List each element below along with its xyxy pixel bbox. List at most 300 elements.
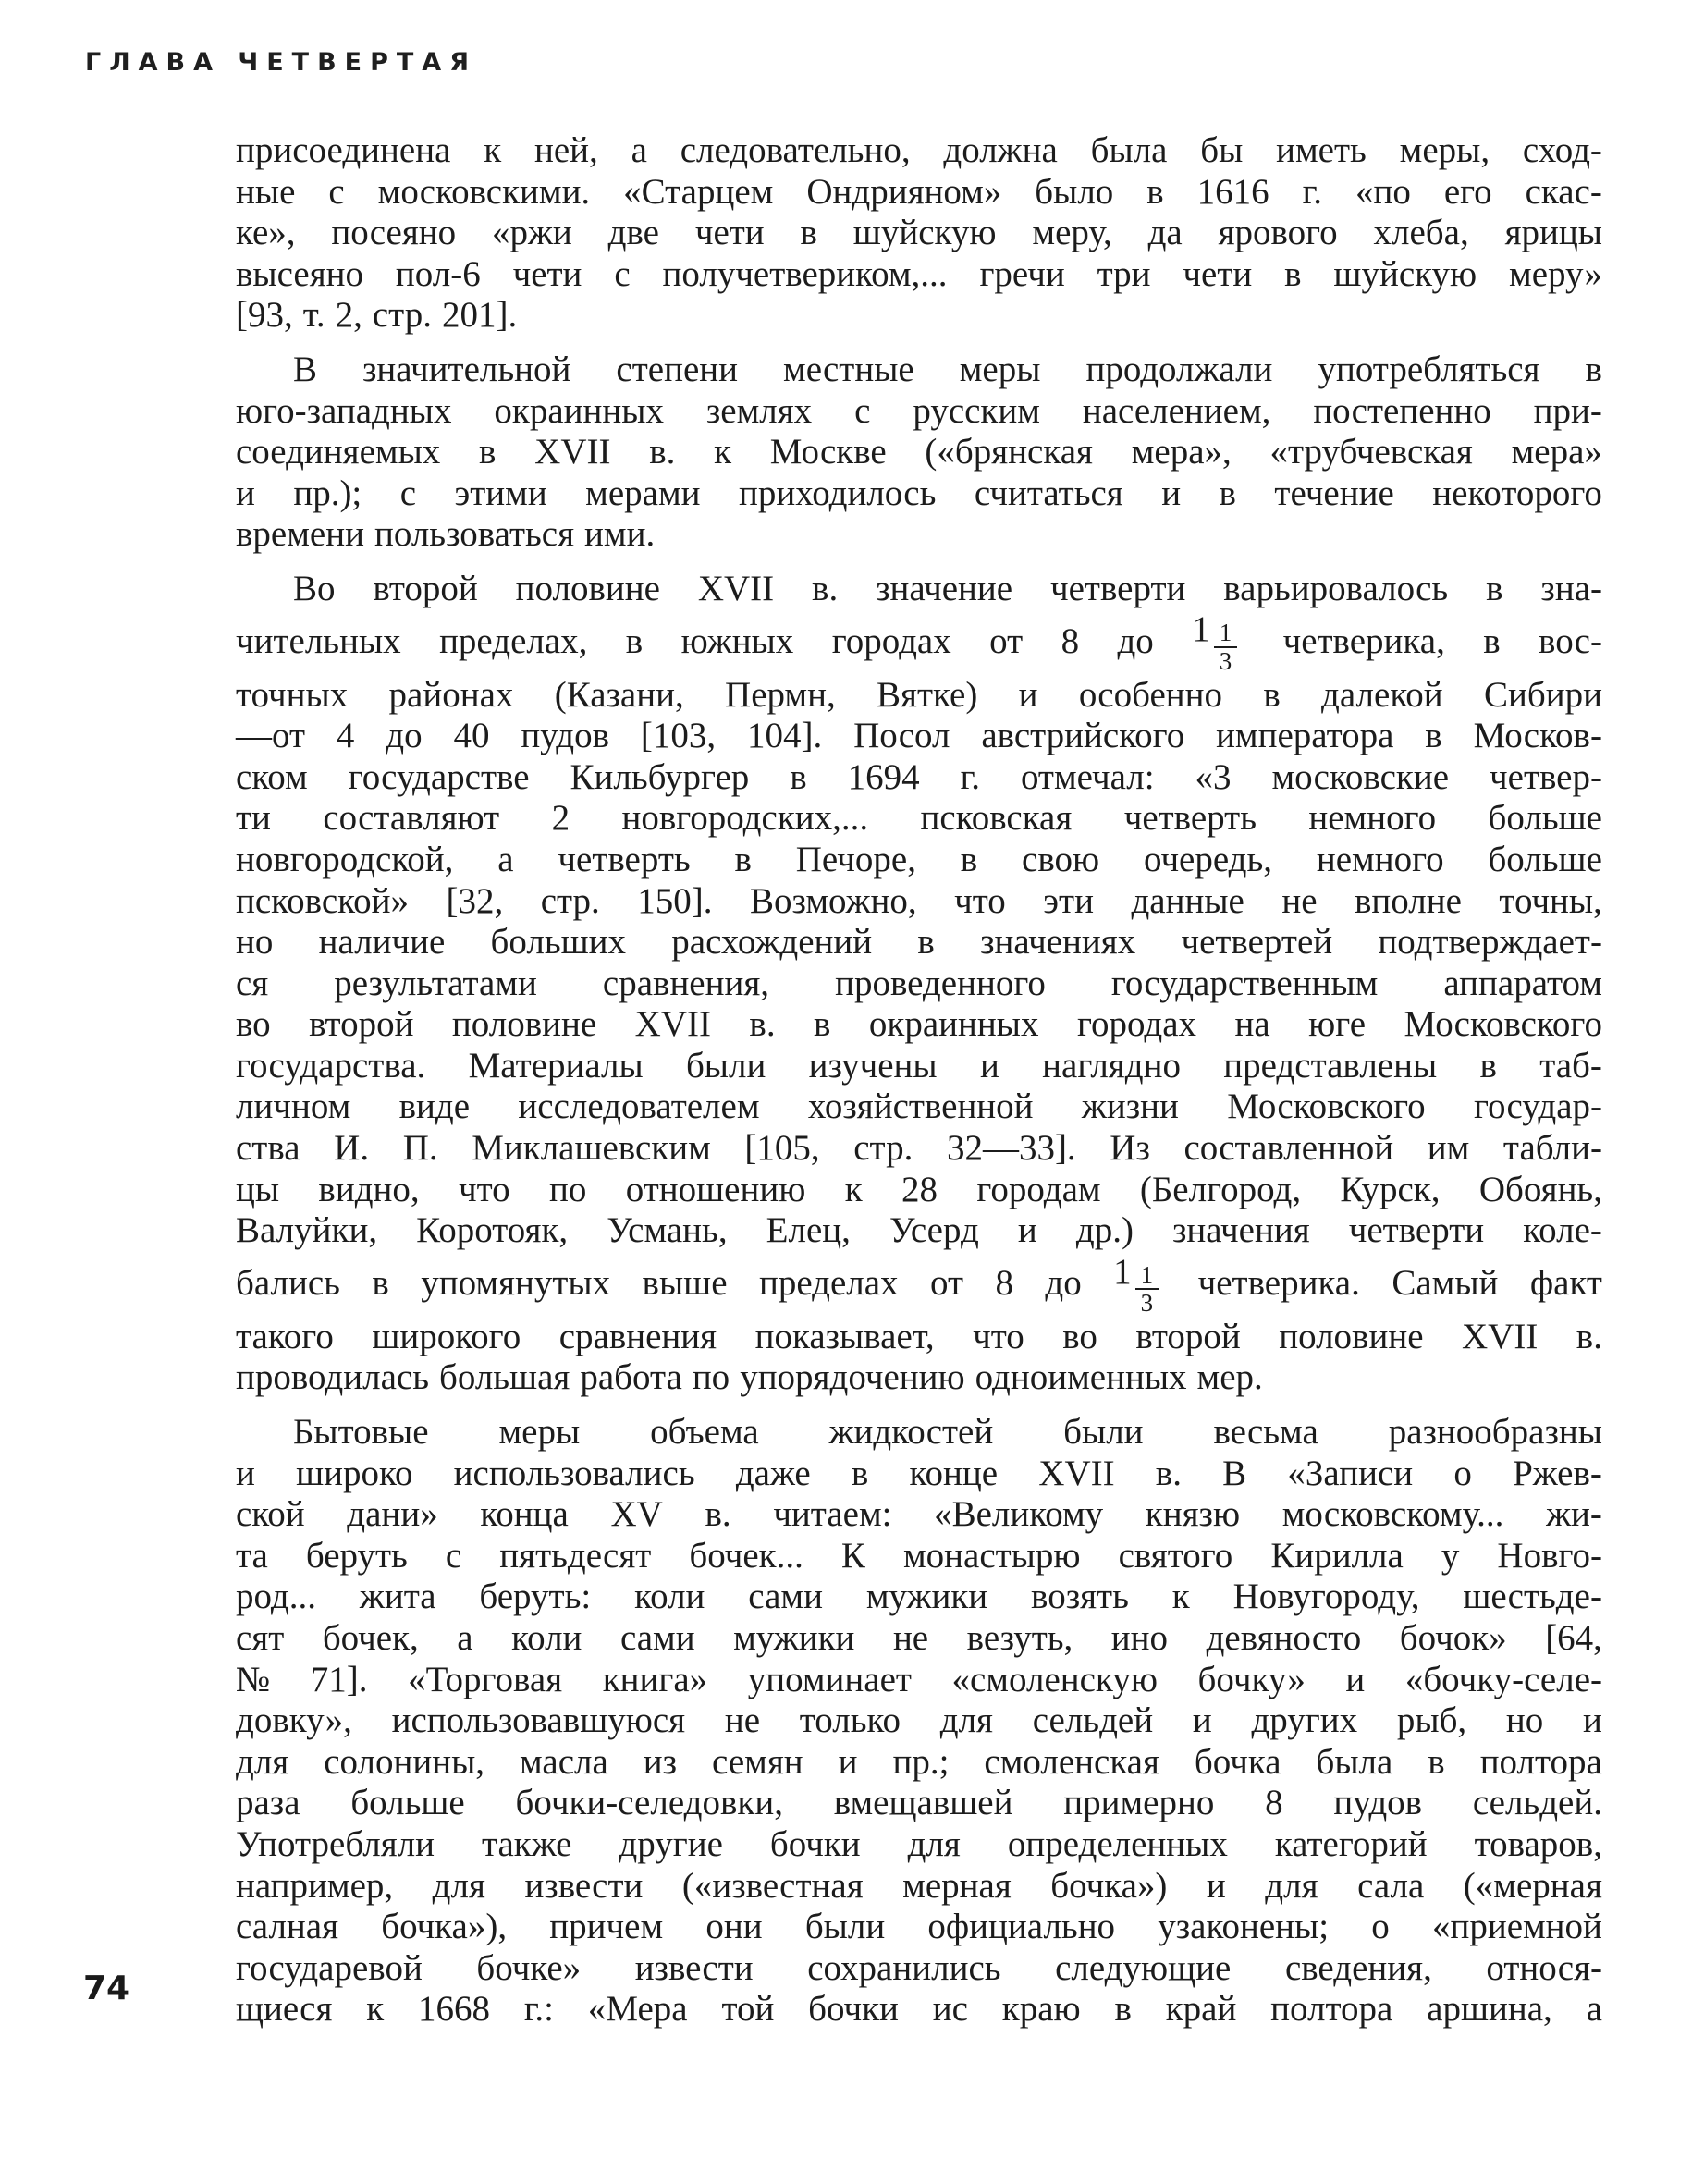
word: бались (236, 1263, 340, 1304)
word: В (293, 349, 318, 389)
word: бочек... (689, 1535, 803, 1576)
word: в. (812, 568, 839, 608)
word: Елец, (766, 1210, 851, 1251)
word: Печоре, (795, 839, 916, 879)
word: но (1505, 1700, 1544, 1741)
word: хлеба, (1373, 213, 1469, 253)
word: до (1117, 621, 1154, 662)
word: и (1192, 1700, 1212, 1741)
word: пудов (521, 716, 609, 756)
word: в. (649, 432, 676, 472)
text-line (236, 568, 1602, 609)
word: мера», (1131, 432, 1232, 472)
word: солонины, (324, 1741, 485, 1782)
word: ные (236, 171, 296, 212)
fraction-whole: 1 (1192, 609, 1210, 650)
word: Московского (1227, 1086, 1426, 1127)
word: относя- (1486, 1947, 1602, 1988)
word: смоленская (984, 1741, 1159, 1782)
word: точных (236, 674, 349, 715)
word: к (714, 432, 732, 472)
text-line (236, 1086, 1602, 1127)
word: государ- (1474, 1086, 1602, 1127)
running-head: ГЛАВА ЧЕТВЕРТАЯ (85, 48, 477, 77)
word: следующие (1055, 1947, 1232, 1988)
word: ства (236, 1128, 300, 1169)
text-line (236, 1617, 1602, 1659)
word: краю (1001, 1989, 1081, 2030)
word: эти (1043, 880, 1094, 921)
word: меры, (1399, 130, 1490, 170)
word: масла (520, 1741, 608, 1782)
word: К (840, 1535, 865, 1576)
word: Употребляли (236, 1823, 435, 1864)
word: а (1586, 1989, 1602, 2030)
word: 4 (336, 716, 355, 756)
word: приходилось (738, 472, 937, 513)
word: XV (610, 1494, 663, 1535)
word: что (973, 1316, 1024, 1356)
word: второй (373, 568, 478, 608)
word: и (1017, 1210, 1037, 1251)
word: значительной (362, 349, 571, 389)
word: в (1428, 1741, 1445, 1782)
word: изучены (808, 1045, 938, 1086)
word: Посол (853, 716, 950, 756)
word: проведенного (835, 963, 1046, 1003)
word: извести (634, 1947, 754, 1988)
word: щиеся (236, 1989, 333, 2030)
word: сведения, (1284, 1947, 1432, 1988)
word: не (892, 1618, 929, 1658)
word: далекой (1321, 674, 1443, 715)
word: пределах, (439, 621, 588, 662)
word: определенных (1007, 1823, 1228, 1864)
word: упоминает (747, 1659, 912, 1699)
word: были (1063, 1412, 1144, 1453)
fraction-numerator: 1 (1135, 1262, 1159, 1290)
word: значение (876, 568, 1013, 608)
word: салная (236, 1907, 339, 1947)
word: Обоянь, (1478, 1169, 1602, 1209)
word: монастырю (902, 1535, 1081, 1576)
word: из (643, 1741, 678, 1782)
text-line (236, 963, 1602, 1004)
word: сами (619, 1618, 695, 1658)
word: от (989, 621, 1024, 662)
word: получетвериком,... (662, 253, 948, 294)
word: и (1018, 674, 1038, 715)
mixed-fraction (1113, 1251, 1166, 1317)
text-line (236, 609, 1602, 674)
word: той (721, 1989, 775, 2030)
word: представлены (1223, 1045, 1438, 1086)
word: 1694 (847, 756, 920, 797)
word: Миклашевским (472, 1128, 711, 1169)
word: четвер- (1490, 756, 1602, 797)
word: ярового (1218, 213, 1338, 253)
word: также (481, 1823, 572, 1864)
word: работа (580, 1357, 682, 1398)
text-line (236, 1453, 1602, 1494)
word: др.) (1075, 1210, 1134, 1251)
word: рыб, (1396, 1700, 1467, 1741)
word: «Мера (587, 1989, 688, 2030)
word: времени (236, 514, 364, 555)
word: упорядочению (740, 1357, 965, 1398)
word: значения (1172, 1210, 1310, 1251)
word: та (236, 1535, 268, 1576)
word: [93, (236, 295, 293, 336)
word: районах (388, 674, 514, 715)
word: ино (1110, 1618, 1169, 1658)
word: русским (913, 390, 1040, 431)
word: продолжали (1085, 349, 1273, 389)
word: сход- (1522, 130, 1602, 170)
word: свою (1022, 839, 1100, 879)
word: Коротояк, (416, 1210, 569, 1251)
word: Усмань, (607, 1210, 728, 1251)
text-line (236, 1988, 1602, 2030)
word: Кирилла (1270, 1535, 1404, 1576)
text-line (236, 129, 1602, 171)
word: они (705, 1907, 763, 1947)
word: мера» (1511, 432, 1602, 472)
word: бочка»), (381, 1907, 508, 1947)
word: Вятке) (877, 674, 978, 715)
word: четверика, (1282, 621, 1445, 662)
word: второй (309, 1004, 414, 1045)
word: до (1045, 1263, 1082, 1304)
text-line (236, 1823, 1602, 1865)
word: этими (454, 472, 547, 513)
word: Московского (1404, 1004, 1602, 1045)
word: в. (749, 1004, 776, 1045)
word: «бочку-селе- (1404, 1659, 1602, 1699)
word: что (954, 880, 1006, 921)
word: государства. (236, 1045, 426, 1086)
word: Москве (769, 432, 887, 472)
word: по (692, 1357, 730, 1398)
word: других (1251, 1700, 1358, 1741)
word: в (851, 1453, 869, 1493)
word: XVII (697, 568, 775, 608)
word: 8 (1061, 621, 1080, 662)
word: о (1453, 1453, 1472, 1493)
word: 28 (901, 1169, 938, 1209)
text-line (236, 171, 1602, 213)
word: «по (1355, 171, 1411, 212)
word: ими. (584, 514, 656, 555)
text-line (236, 1209, 1602, 1251)
word: табли- (1502, 1128, 1602, 1169)
word: были (804, 1907, 886, 1947)
word: XVII (1038, 1453, 1115, 1493)
text-line (236, 1659, 1602, 1700)
word: в (625, 621, 644, 662)
word: сами (748, 1577, 823, 1617)
word: вос- (1539, 621, 1602, 662)
word: бочку» (1197, 1659, 1306, 1699)
word: сравнения, (602, 963, 770, 1003)
word: и (236, 472, 255, 513)
text-line (236, 756, 1602, 798)
word: наглядно (1042, 1045, 1181, 1086)
word: довку», (236, 1700, 352, 1741)
word: г. (1302, 171, 1322, 212)
word: отмечал: (1020, 756, 1155, 797)
word: Кильбургер (570, 756, 750, 797)
word: в (814, 1004, 831, 1045)
word: новгородской, (236, 839, 454, 879)
text-line (236, 253, 1602, 295)
word: окраинных (494, 390, 664, 431)
word: им (1427, 1128, 1470, 1169)
word: везуть, (966, 1618, 1073, 1658)
word: половине (1279, 1316, 1424, 1356)
word: иметь (1276, 130, 1367, 170)
word: большая (438, 1357, 570, 1398)
word: стр. (853, 1128, 913, 1169)
word: вполне (1355, 880, 1462, 921)
word: беруть (305, 1535, 408, 1576)
word: Москов- (1473, 716, 1602, 756)
word: немного (1308, 798, 1437, 839)
word: коли (634, 1577, 705, 1617)
word: что (459, 1169, 510, 1209)
word: край (1165, 1989, 1237, 2030)
word: пятьдесят (499, 1535, 652, 1576)
word: посеяно (331, 213, 457, 253)
word: в (1263, 674, 1281, 715)
text-line (236, 1865, 1602, 1907)
text-line (236, 1535, 1602, 1577)
word: а (457, 1618, 473, 1658)
word: присоединена (236, 130, 451, 170)
word: в (1425, 716, 1442, 756)
word: к (366, 1989, 385, 2030)
word: Новго- (1497, 1535, 1602, 1576)
word: от (929, 1263, 964, 1304)
word: бочки (769, 1823, 861, 1864)
word: половине (451, 1004, 597, 1045)
word: только (799, 1700, 901, 1741)
word: Бытовые (293, 1412, 429, 1453)
text-line (236, 674, 1602, 716)
word: использовались (453, 1453, 695, 1493)
word: аппаратом (1443, 963, 1602, 1003)
word: и (979, 1045, 999, 1086)
word: с (854, 390, 871, 431)
word: были (685, 1045, 766, 1086)
word: проводилась (236, 1357, 429, 1398)
word: например, (236, 1865, 394, 1906)
page-number: 74 (83, 1969, 130, 2007)
word: а (497, 839, 514, 879)
word: конца (480, 1494, 569, 1535)
word: 40 (453, 716, 490, 756)
word: бочки-селедовки, (515, 1783, 783, 1823)
word: чети (512, 253, 582, 294)
word: бочок» (1399, 1618, 1507, 1658)
word: с (445, 1535, 462, 1576)
word: немного (1316, 839, 1444, 879)
word: (Белгород, (1139, 1169, 1302, 1209)
word: в (1284, 253, 1302, 294)
text-line (236, 1127, 1602, 1169)
word: широко (296, 1453, 413, 1493)
fraction-whole: 1 (1113, 1251, 1132, 1292)
word: скас- (1525, 171, 1602, 212)
word: весьма (1213, 1412, 1318, 1453)
word: городах (1076, 1004, 1197, 1045)
word: Ржев- (1513, 1453, 1602, 1493)
word: Пермн, (725, 674, 836, 715)
word: раза (236, 1783, 300, 1823)
word: сят (236, 1618, 285, 1658)
word: не (1281, 880, 1318, 921)
word: мер. (1196, 1357, 1263, 1398)
word: («известная (681, 1865, 864, 1906)
word: составленной (1183, 1128, 1394, 1169)
text-line (236, 1251, 1602, 1316)
word: жи- (1546, 1494, 1602, 1535)
word: в (1114, 1989, 1132, 2030)
word: 2 (551, 798, 570, 839)
word: в (1483, 621, 1501, 662)
word: для (432, 1865, 485, 1906)
word: сохранились (807, 1947, 1001, 1988)
word: была (1090, 130, 1168, 170)
word: в (1146, 171, 1164, 212)
word: во (1062, 1316, 1097, 1356)
word: жизни (1081, 1086, 1179, 1127)
word: следовательно, (680, 130, 911, 170)
word: [32, (446, 880, 504, 921)
word: 8 (1265, 1783, 1283, 1823)
word: юге (1308, 1004, 1367, 1045)
word: для (236, 1741, 289, 1782)
word: 71]. (310, 1659, 368, 1699)
word: для (907, 1823, 961, 1864)
word: употребляться (1318, 349, 1540, 389)
word: 2, (335, 295, 362, 336)
word: одноименных (975, 1357, 1187, 1398)
word: ней, (533, 130, 598, 170)
mixed-fraction (1192, 608, 1244, 674)
word: окраинных (868, 1004, 1039, 1045)
word: «3 (1195, 756, 1232, 797)
word: не (724, 1700, 761, 1741)
text-line (236, 1576, 1602, 1617)
word: Валуйки, (236, 1210, 378, 1251)
word: [64, (1545, 1618, 1602, 1658)
word: бочке» (476, 1947, 582, 1988)
word: даже (735, 1453, 811, 1493)
word: половине (515, 568, 660, 608)
word: виде (398, 1086, 471, 1127)
word: другие (619, 1823, 723, 1864)
word: выше (642, 1263, 728, 1304)
text-line (236, 1906, 1602, 1947)
word: П. (402, 1128, 438, 1169)
word: г. (960, 756, 980, 797)
text-line (236, 513, 1602, 555)
word: больше (1488, 798, 1602, 839)
word: южных (680, 621, 794, 662)
word: Сибири (1483, 674, 1602, 715)
word: («мерная (1463, 1865, 1602, 1906)
word: бочек, (322, 1618, 419, 1658)
text-line (236, 294, 1602, 336)
word: у (1441, 1535, 1460, 1576)
word: мерная (902, 1865, 1012, 1906)
word: особенно (1078, 674, 1222, 715)
word: четверти (1050, 568, 1186, 608)
word: 150]. (637, 880, 713, 921)
word: в (479, 432, 497, 472)
word: государевой (236, 1947, 423, 1988)
word: пр.; (892, 1741, 950, 1782)
word: четверти (1348, 1210, 1485, 1251)
word: мужики (865, 1577, 988, 1617)
word: новгородских,... (621, 798, 869, 839)
word: семян (712, 1741, 803, 1782)
word: точны, (1499, 880, 1602, 921)
word: показывает, (754, 1316, 935, 1356)
word: личном (236, 1086, 351, 1127)
word: беруть: (479, 1577, 592, 1617)
word: ти (236, 798, 271, 839)
word: Новугороду, (1232, 1577, 1420, 1617)
word: постепенно (1313, 390, 1491, 431)
word: и (1345, 1659, 1366, 1699)
word: XVII (1462, 1316, 1539, 1356)
word: цы (236, 1169, 280, 1209)
word: четверть (558, 839, 691, 879)
word: городам (976, 1169, 1101, 1209)
text-line (236, 1356, 1602, 1398)
word: пр.); (293, 472, 362, 513)
word: по (549, 1169, 587, 1209)
word: меру, (1032, 213, 1112, 253)
text-line (236, 921, 1602, 963)
word: пределах (758, 1263, 899, 1304)
word: —от (236, 716, 306, 756)
word: гречи (979, 253, 1065, 294)
word: московские (1271, 756, 1450, 797)
word: возять (1031, 1577, 1129, 1617)
word: землях (705, 390, 813, 431)
word: его (1443, 171, 1492, 212)
word: императора (1216, 716, 1394, 756)
word: отношению (625, 1169, 806, 1209)
word: больше (1488, 839, 1602, 879)
word: использовавшуюся (391, 1700, 686, 1741)
word: больше (350, 1783, 465, 1823)
word: таб- (1539, 1045, 1602, 1086)
word: в. (1155, 1453, 1182, 1493)
text-line (236, 880, 1602, 922)
word: 8 (995, 1263, 1013, 1304)
word: род... (236, 1577, 316, 1617)
word: бочки (808, 1989, 899, 2030)
word: И. (334, 1128, 370, 1169)
word: должна (943, 130, 1058, 170)
word: бочка (1194, 1741, 1281, 1782)
word: 1616 (1196, 171, 1269, 212)
word: во (236, 1004, 271, 1045)
